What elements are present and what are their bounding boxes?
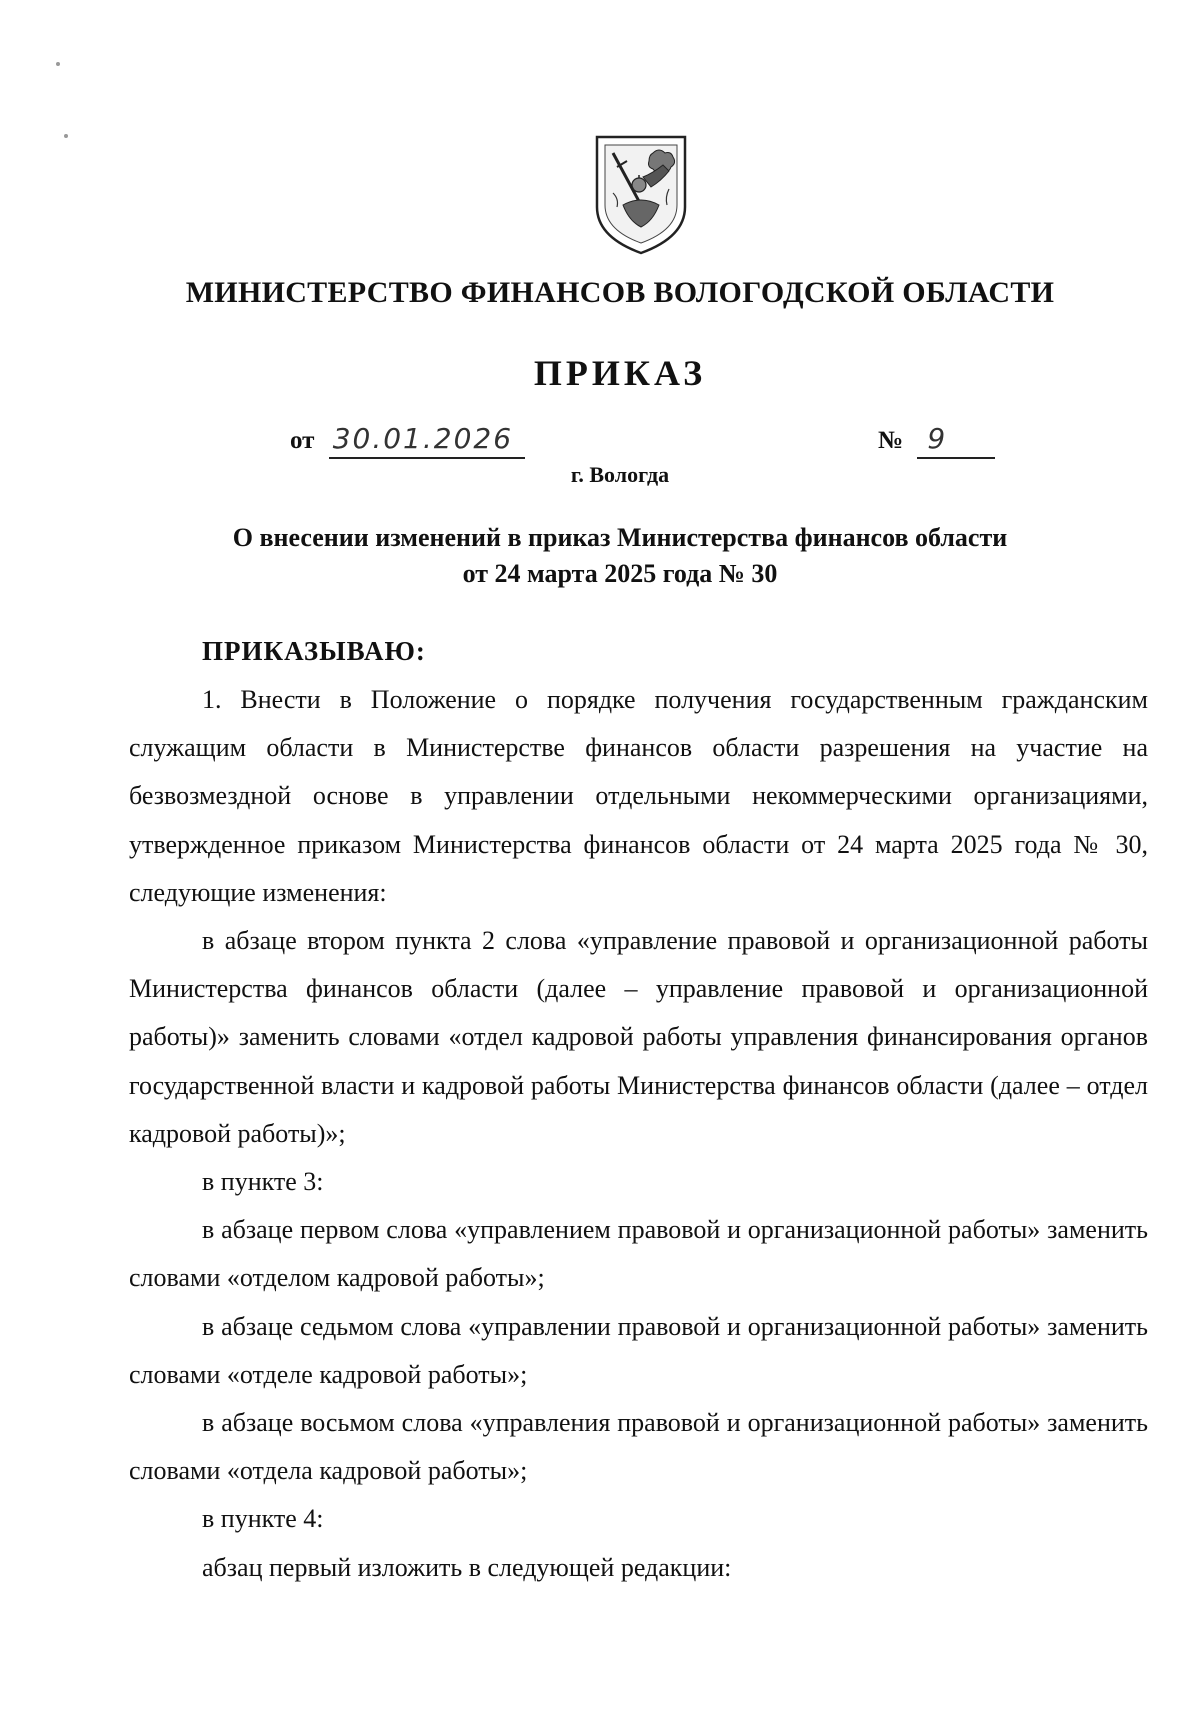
ministry-name: МИНИСТЕРСТВО ФИНАНСОВ ВОЛОГОДСКОЙ ОБЛАСТИ (185, 276, 1055, 309)
date-prefix: от (290, 427, 315, 454)
scan-speck (64, 134, 68, 138)
scan-speck (56, 62, 60, 66)
number-prefix: № (878, 427, 904, 454)
body-paragraph: в абзаце седьмом слова «управлении правовой и организационной работы» заменить словами «отделе кадровой работы»; (129, 1311, 1148, 1389)
body-paragraph: в абзаце втором пункта 2 слова «управление правовой и организационной работы Министерства финансов области (далее – управление правовой и организационной работы)» заменить словами «отдел кадровой работы управления финансирования органов государственной власти и кадровой работы Министерства финансов области (далее – отдел кадровой работы)»; (129, 926, 1148, 1148)
document-body (129, 676, 1148, 1592)
body-paragraph: в пункте 3: (202, 1167, 324, 1197)
order-number (878, 422, 995, 459)
subject-line: О внесении изменений в приказ Министерства финансов области (232, 523, 1008, 552)
body-paragraph: 1. Внести в Положение о порядке получения государственным гражданским служащим области в Министерстве финансов области разрешения на участие на безвозмездной основе в управлении отдельными некоммерческими организациями, утвержденное приказом Министерства финансов области от 24 марта 2025 года № 30, следующие изменения: (129, 685, 1148, 907)
coat-of-arms-icon (593, 133, 689, 257)
orders-heading: ПРИКАЗЫВАЮ: (202, 636, 426, 666)
handwritten-date: 30.01.2026 (329, 422, 525, 459)
body-paragraph: в абзаце восьмом слова «управления правовой и организационной работы» заменить словами «отдела кадровой работы»; (129, 1408, 1148, 1486)
body-paragraph: в абзаце первом слова «управлением правовой и организационной работы» заменить словами «отделом кадровой работы»; (129, 1215, 1148, 1293)
subject-line: от 24 марта 2025 года № 30 (462, 559, 778, 588)
body-paragraph: в пункте 4: (202, 1504, 324, 1534)
body-paragraph: абзац первый изложить в следующей редакции: (202, 1552, 732, 1582)
city-name: г. Вологда (570, 462, 670, 487)
document-title: ПРИКАЗ (533, 353, 707, 393)
order-date (290, 422, 525, 459)
handwritten-number: 9 (917, 422, 995, 459)
order-subject (0, 520, 1200, 592)
